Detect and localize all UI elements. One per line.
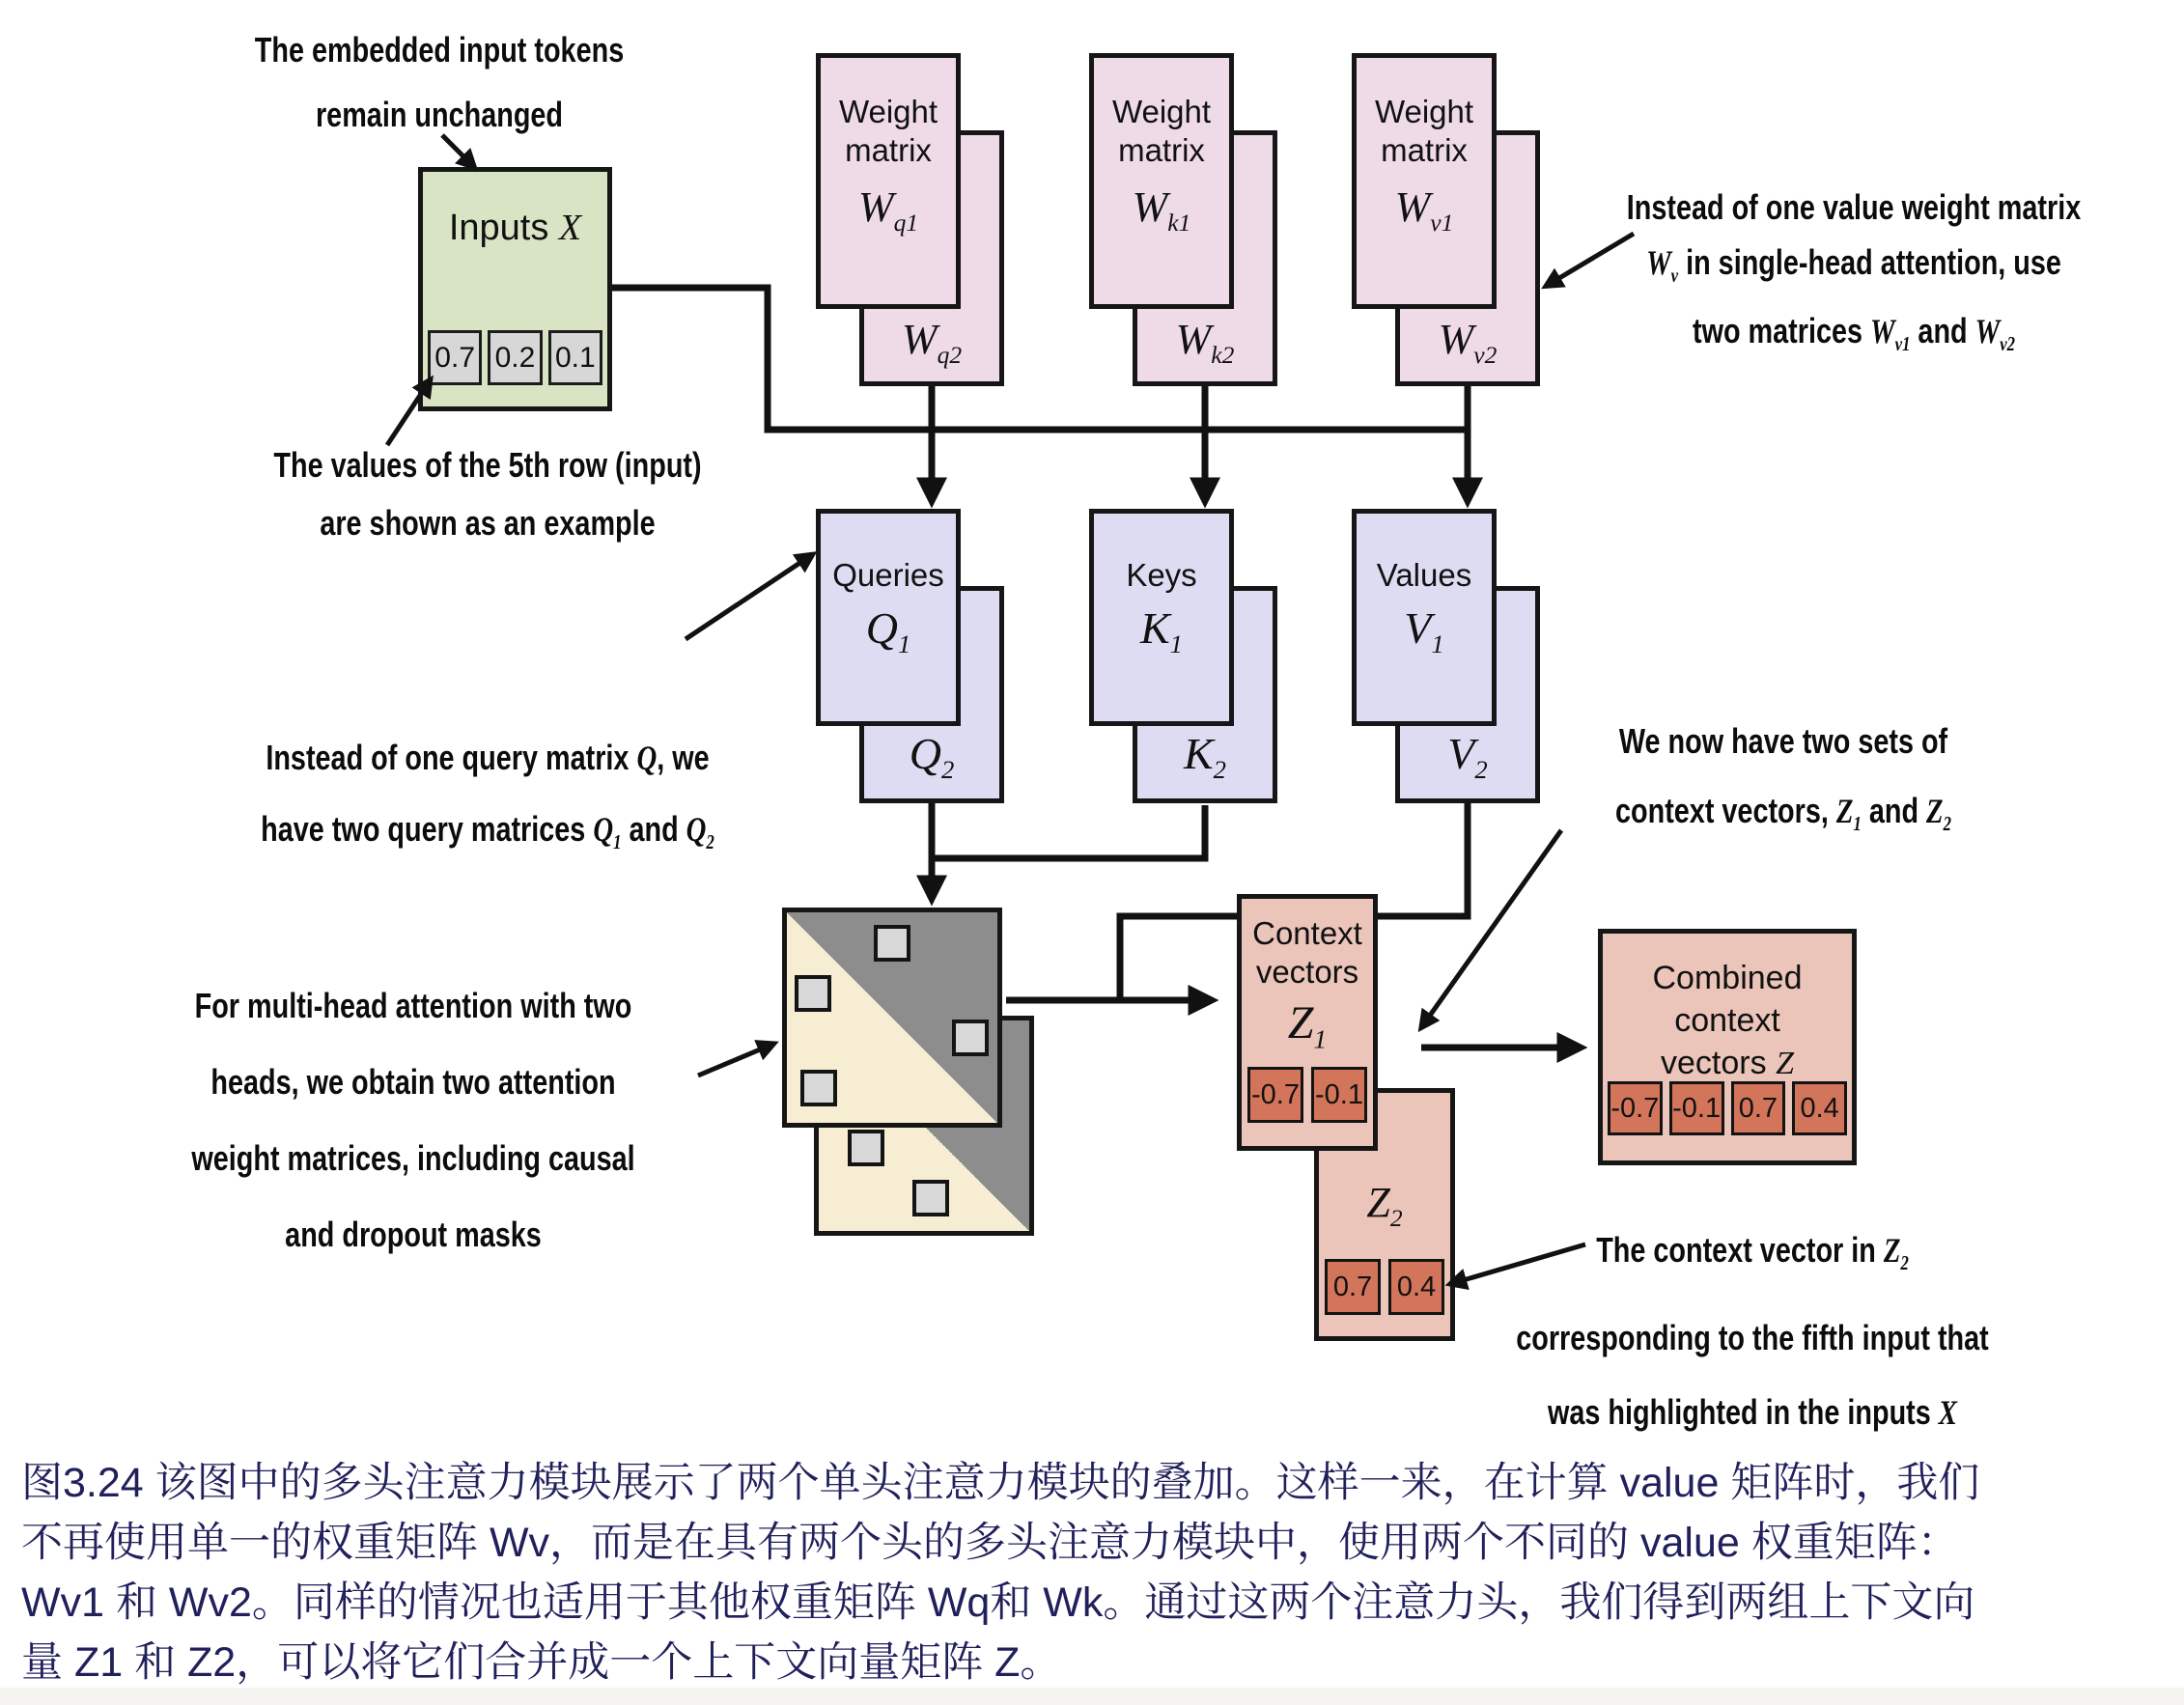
wq-title-1: Weight [838, 94, 938, 129]
z1-label: $Z_1$ [1287, 997, 1328, 1055]
v1-label: $V_1$ [1404, 602, 1444, 658]
wq2-label: $W_{q2}$ [901, 316, 963, 369]
annotation-line: heads, we obtain two attention [210, 1062, 616, 1102]
z1-cell: -0.7 [1247, 1067, 1303, 1123]
caption-line: 图3.24 该图中的多头注意力模块展示了两个单头注意力模块的叠加。这样一来，在计算 value 矩阵时，我们 [21, 1460, 1980, 1506]
arrow-query-matrices [686, 560, 804, 639]
annotation-line: weight matrices, including causal [191, 1138, 635, 1178]
annotation-line: are shown as an example [320, 503, 656, 543]
combined-cell: -0.7 [1608, 1081, 1663, 1135]
k1-label: $K_1$ [1139, 602, 1184, 658]
annotation-line: Instead of one value weight matrix [1626, 187, 2082, 227]
annotation-line: have two query matrices $Q_1$ and $Q_2$ [261, 809, 714, 854]
annotation-line: two matrices $W_{v1}$ and $W_{v2}$ [1692, 311, 2016, 356]
inputs-x-label: Inputs X [448, 208, 582, 248]
arrow-fifth-row [387, 388, 425, 445]
values-title: Values [1376, 557, 1472, 593]
wv1-label: $W_{v1}$ [1394, 183, 1454, 237]
annotation-line: corresponding to the fifth input that [1516, 1318, 1989, 1358]
v2-label: $V_2$ [1447, 728, 1488, 784]
input-cell: 0.7 [428, 330, 482, 385]
z2-label: $Z_2$ [1366, 1179, 1403, 1232]
annotation-line: and dropout masks [285, 1215, 542, 1254]
wv2-label: $W_{v2}$ [1438, 316, 1498, 369]
caption-line: 不再使用单一的权重矩阵 Wv，而是在具有两个头的多头注意力模块中，使用两个不同的 value 权重矩阵： [21, 1520, 1959, 1566]
input-cell: 0.2 [488, 330, 542, 385]
annotation-line: We now have two sets of [1618, 721, 1948, 761]
arrow-context-vector-z2 [1460, 1244, 1585, 1281]
combined-title-3: vectors Z [1661, 1045, 1794, 1082]
annotation-line: For multi-head attention with two [194, 986, 632, 1025]
q1-label: $Q_1$ [865, 602, 911, 658]
context-title-2: vectors [1255, 953, 1359, 990]
annotation-line: $W_v$ in single-head attention, use [1646, 242, 2061, 288]
annotation-line: remain unchanged [315, 95, 564, 134]
wk-title-2: matrix [1118, 131, 1205, 168]
arrow-value-matrices [1554, 234, 1634, 281]
keys-title: Keys [1126, 557, 1197, 593]
combined-cell: 0.4 [1792, 1081, 1847, 1135]
combined-title-2: context [1674, 1002, 1780, 1040]
combined-cell: -0.1 [1669, 1081, 1724, 1135]
wk-title-1: Weight [1111, 94, 1212, 129]
input-cell: 0.1 [548, 330, 602, 385]
caption-line: Wv1 和 Wv2。同样的情况也适用于其他权重矩阵 Wq和 Wk。通过这两个注意力头，我们得到两组上下文向 [21, 1579, 1975, 1626]
arrow-context-sets [1427, 830, 1561, 1020]
annotation-line: Instead of one query matrix Q, we [266, 738, 710, 777]
wk2-label: $W_{k2}$ [1175, 316, 1235, 369]
k2-label: $K_2$ [1183, 728, 1227, 784]
wk1-label: $W_{k1}$ [1132, 183, 1191, 237]
z2-cell: 0.4 [1388, 1259, 1444, 1315]
queries-title: Queries [832, 557, 944, 593]
wq1-label: $W_{q1}$ [857, 183, 919, 237]
annotation-line: context vectors, $Z_1$ and $Z_2$ [1615, 791, 1951, 836]
combined-title-1: Combined [1652, 960, 1803, 996]
z2-cell: 0.7 [1325, 1259, 1381, 1315]
annotation-line: The context vector in $Z_2$ [1596, 1230, 1909, 1275]
wq-title-2: matrix [845, 131, 932, 168]
z1-cell: -0.1 [1311, 1067, 1367, 1123]
context-title-1: Context [1252, 915, 1362, 951]
combined-cell: 0.7 [1731, 1081, 1786, 1135]
annotation-line: The embedded input tokens [254, 30, 625, 70]
wv-title-2: matrix [1381, 131, 1468, 168]
arrow-embedded-tokens [442, 135, 467, 160]
annotation-line: was highlighted in the inputs X [1547, 1392, 1957, 1433]
q2-label: $Q_2$ [909, 728, 955, 784]
wv-title-1: Weight [1374, 94, 1474, 129]
annotation-line: The values of the 5th row (input) [273, 445, 702, 485]
caption-line: 量 Z1 和 Z2，可以将它们合并成一个上下文向量矩阵 Z。 [21, 1639, 1062, 1686]
arrow-attention-masks [698, 1048, 765, 1076]
